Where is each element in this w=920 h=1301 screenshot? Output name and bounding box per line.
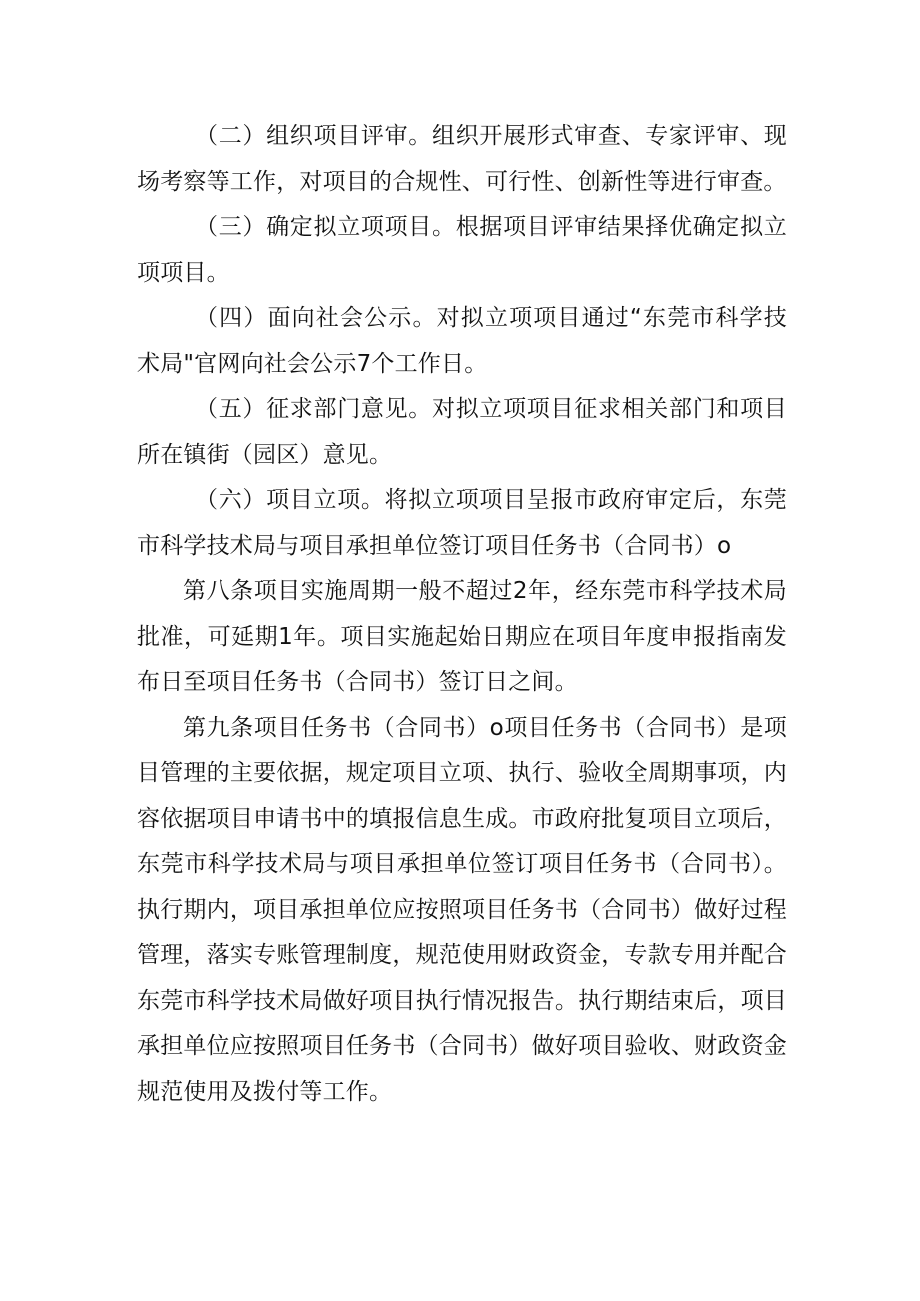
paragraph-department-opinions: （五）征求部门意见。对拟立项项目征求相关部门和项目所在镇街（园区）意见。: [137, 396, 787, 468]
paragraph-public-notice: （四）面向社会公示。对拟立项项目通过“东莞市科学技术局"官网向社会公示7个工作日。: [137, 305, 787, 377]
document-body: [137, 114, 787, 1115]
paragraph-organize-review: （二）组织项目评审。组织开展形式审查、专家评审、现场考察等工作，对项目的合规性、可行性、创新性等进行审查。: [137, 123, 787, 195]
paragraph-project-approval: （六）项目立项。将拟立项项目呈报市政府审定后，东莞市科学技术局与项目承担单位签订项目任务书（合同书）o: [137, 487, 787, 559]
paragraph-article-9: 第九条项目任务书（合同书）o项目任务书（合同书）是项目管理的主要依据，规定项目立项、执行、验收全周期事项，内容依据项目申请书中的填报信息生成。市政府批复项目立项后，东莞市科学技术局与项目承担单位签订项目任务书（合同书）。执行期内，项目承担单位应按照项目任务书（合同书）做好过程管理，落实专账管理制度，规范使用财政资金，专款专用并配合东莞市科学技术局做好项目执行情况报告。执行期结束后，项目承担单位应按照项目任务书（合同书）做好项目验收、财政资金规范使用及拨付等工作。: [137, 714, 787, 1105]
paragraph-confirm-projects: （三）确定拟立项项目。根据项目评审结果择优确定拟立项项目。: [137, 214, 787, 286]
paragraph-article-8: 第八条项目实施周期一般不超过2年，经东莞市科学技术局批准，可延期1年。项目实施起始日期应在项目年度申报指南发布日至项目任务书（合同书）签订日之间。: [137, 578, 787, 695]
